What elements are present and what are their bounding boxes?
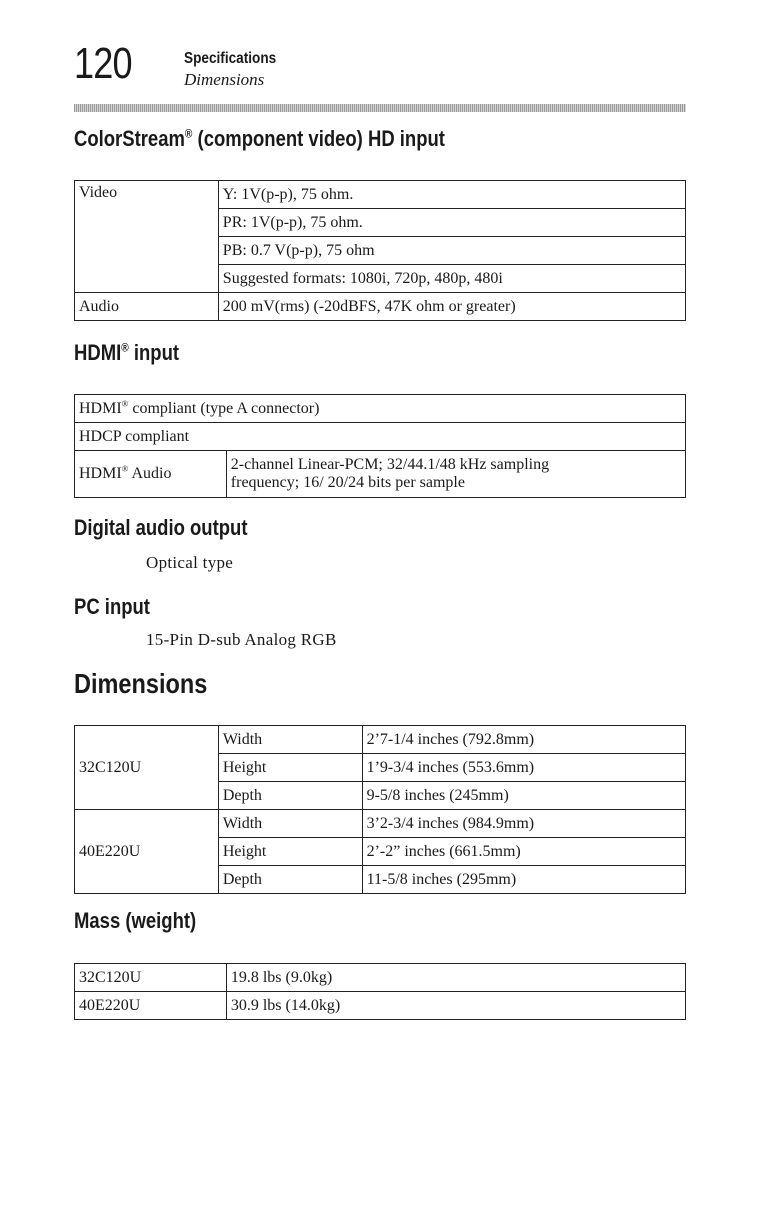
mass-model-cell: 40E220U bbox=[75, 992, 227, 1020]
dimensions-value-cell: 11-5/8 inches (295mm) bbox=[362, 866, 685, 894]
dimensions-heading: Dimensions bbox=[74, 668, 208, 699]
hdmi-audio-line-1: 2-channel Linear-PCM; 32/44.1/48 kHz sampling bbox=[230, 456, 550, 473]
running-header-section: Specifications bbox=[184, 50, 277, 67]
digital-audio-heading: Digital audio output bbox=[74, 515, 248, 540]
colorstream-table bbox=[74, 180, 686, 321]
hdmi-table bbox=[74, 394, 686, 498]
table-row bbox=[75, 423, 686, 451]
hdmi-audio-label-cell: HDMI® Audio bbox=[75, 451, 227, 498]
dimensions-value-cell: 9-5/8 inches (245mm) bbox=[362, 782, 685, 810]
audio-value-cell: 200 mV(rms) (-20dBFS, 47K ohm or greater) bbox=[218, 293, 685, 321]
pc-input-text: 15-Pin D-sub Analog RGB bbox=[146, 630, 337, 649]
dimensions-value-cell: 2’-2” inches (661.5mm) bbox=[362, 838, 685, 866]
running-header-subsection: Dimensions bbox=[184, 70, 265, 89]
dimensions-label-cell: Width bbox=[218, 726, 362, 754]
table-row bbox=[75, 293, 686, 321]
dimensions-model-32-cell: 32C120U bbox=[75, 726, 219, 810]
video-pr-cell: PR: 1V(p-p), 75 ohm. bbox=[218, 209, 685, 237]
table-row bbox=[75, 451, 686, 498]
dimensions-label-cell: Depth bbox=[218, 866, 362, 894]
dimensions-table bbox=[74, 725, 686, 894]
table-row bbox=[75, 181, 686, 209]
mass-model-cell: 32C120U bbox=[75, 964, 227, 992]
dimensions-value-cell: 2’7-1/4 inches (792.8mm) bbox=[362, 726, 685, 754]
mass-heading: Mass (weight) bbox=[74, 908, 197, 933]
dimensions-model-40-cell: 40E220U bbox=[75, 810, 219, 894]
table-row bbox=[75, 964, 686, 992]
hdcp-compliant-cell: HDCP compliant bbox=[75, 423, 686, 451]
table-row bbox=[75, 992, 686, 1020]
page-number: 120 bbox=[74, 39, 132, 88]
video-y-cell: Y: 1V(p-p), 75 ohm. bbox=[218, 181, 685, 209]
hdmi-audio-value-cell bbox=[226, 451, 685, 498]
table-row bbox=[75, 810, 686, 838]
dimensions-value-cell: 3’2-3/4 inches (984.9mm) bbox=[362, 810, 685, 838]
video-formats-cell: Suggested formats: 1080i, 720p, 480p, 480i bbox=[218, 265, 685, 293]
dimensions-value-cell: 1’9-3/4 inches (553.6mm) bbox=[362, 754, 685, 782]
hdmi-heading: HDMI® input bbox=[74, 340, 180, 365]
digital-audio-text: Optical type bbox=[146, 553, 234, 572]
hdmi-audio-line-2: frequency; 16/ 20/24 bits per sample bbox=[230, 474, 465, 491]
pc-input-heading: PC input bbox=[74, 594, 150, 619]
audio-label-cell: Audio bbox=[75, 293, 219, 321]
dimensions-label-cell: Depth bbox=[218, 782, 362, 810]
dimensions-label-cell: Width bbox=[218, 810, 362, 838]
mass-table bbox=[74, 963, 686, 1020]
mass-value-cell: 19.8 lbs (9.0kg) bbox=[226, 964, 685, 992]
dimensions-label-cell: Height bbox=[218, 838, 362, 866]
table-row bbox=[75, 726, 686, 754]
hdmi-compliant-cell: HDMI® compliant (type A connector) bbox=[75, 395, 686, 423]
video-label-cell: Video bbox=[75, 181, 219, 293]
table-row bbox=[75, 395, 686, 423]
video-pb-cell: PB: 0.7 V(p-p), 75 ohm bbox=[218, 237, 685, 265]
header-rule bbox=[74, 104, 686, 112]
colorstream-heading: ColorStream® (component video) HD input bbox=[74, 126, 445, 151]
dimensions-label-cell: Height bbox=[218, 754, 362, 782]
mass-value-cell: 30.9 lbs (14.0kg) bbox=[226, 992, 685, 1020]
